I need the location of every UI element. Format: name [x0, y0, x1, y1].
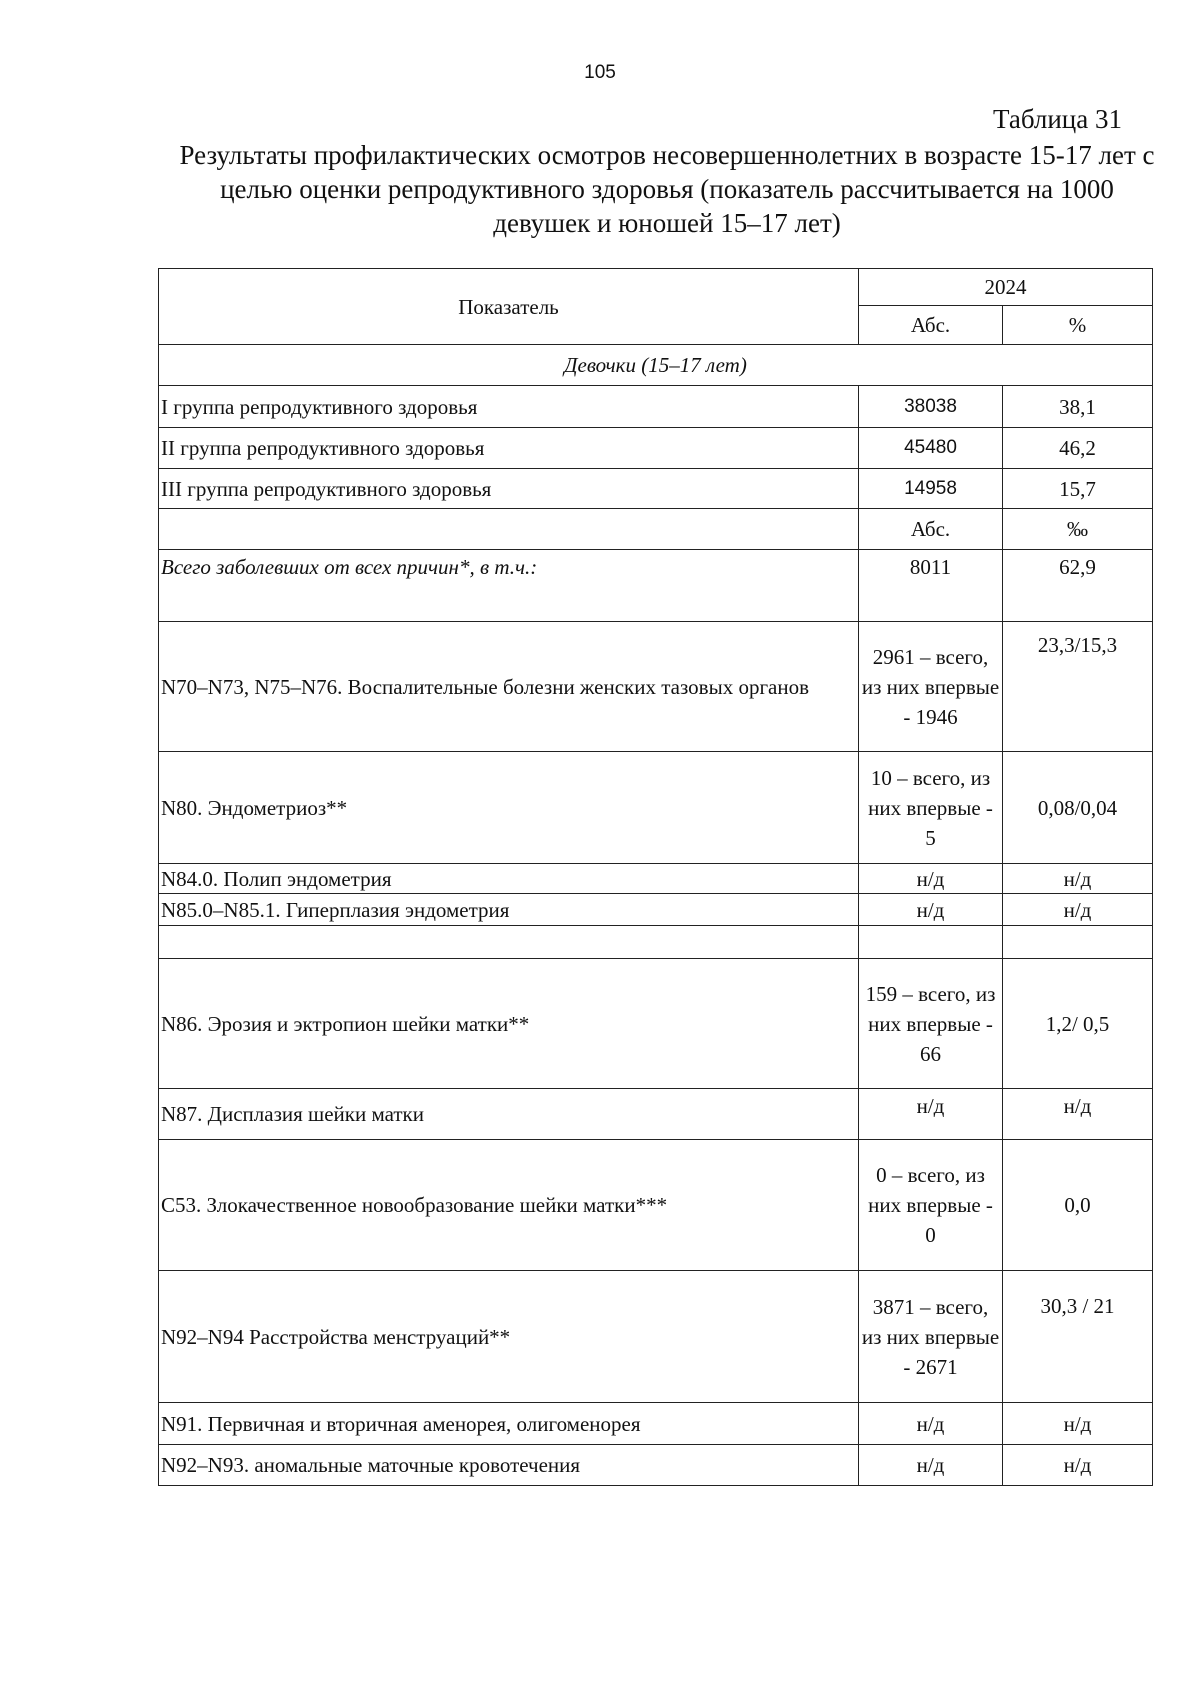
table-row [159, 864, 1153, 894]
table-caption: Результаты профилактических осмотров несовершеннолетних в возрасте 15-17 лет с целью оценки репродуктивного здоровья (показатель рассчитывается на 1000 девушек и юношей 15–17 лет) [179, 140, 1155, 238]
disease-label: N80. Эндометриоз** [159, 752, 859, 864]
disease-label: N84.0. Полип эндометрия [159, 864, 859, 894]
disease-abs: н/д [859, 1445, 1003, 1486]
section-row [159, 345, 1153, 386]
disease-value: н/д [1003, 1089, 1153, 1140]
disease-label: C53. Злокачественное новообразование шейки матки*** [159, 1140, 859, 1271]
disease-label: N86. Эрозия и эктропион шейки матки** [159, 959, 859, 1089]
group-label: II группа репродуктивного здоровья [159, 428, 859, 469]
disease-abs: 159 – всего, из них впервые - 66 [859, 959, 1003, 1089]
disease-value: н/д [1003, 1445, 1153, 1486]
disease-value: н/д [1003, 894, 1153, 926]
table-row [159, 894, 1153, 926]
disease-abs: н/д [859, 1403, 1003, 1445]
total-abs: 8011 [859, 550, 1003, 622]
table-row [159, 959, 1153, 1089]
disease-value: 0,0 [1003, 1140, 1153, 1271]
total-label: Всего заболевших от всех причин*, в т.ч.: [159, 550, 859, 622]
table-row [159, 1445, 1153, 1486]
disease-value: 1,2/ 0,5 [1003, 959, 1153, 1089]
empty-cell [159, 509, 859, 550]
table-row [159, 622, 1153, 752]
group-abs: 38038 [859, 386, 1003, 428]
total-row [159, 550, 1153, 622]
disease-abs: 3871 – всего, из них впервые - 2671 [859, 1271, 1003, 1403]
disease-label: N85.0–N85.1. Гиперплазия эндометрия [159, 894, 859, 926]
disease-abs: н/д [859, 1089, 1003, 1140]
group-pct: 46,2 [1003, 428, 1153, 469]
group-pct: 38,1 [1003, 386, 1153, 428]
empty-cell [159, 926, 859, 959]
table-row [159, 1403, 1153, 1445]
disease-label: N70–N73, N75–N76. Воспалительные болезни женских тазовых органов [159, 622, 859, 752]
header-abs: Абс. [859, 306, 1003, 345]
report-table [158, 268, 1153, 1486]
total-value: 62,9 [1003, 550, 1153, 622]
header-year: 2024 [859, 269, 1153, 306]
disease-label: N92–N93. аномальные маточные кровотечения [159, 1445, 859, 1486]
subheader-abs: Абс. [859, 509, 1003, 550]
table-row [159, 1271, 1153, 1403]
table-row [159, 428, 1153, 469]
table-row [159, 469, 1153, 509]
empty-cell [859, 926, 1003, 959]
group-label: III группа репродуктивного здоровья [159, 469, 859, 509]
header-percent: % [1003, 306, 1153, 345]
disease-abs: н/д [859, 864, 1003, 894]
disease-value: 23,3/15,3 [1003, 622, 1153, 752]
disease-abs: 2961 – всего, из них впервые - 1946 [859, 622, 1003, 752]
empty-row [159, 926, 1153, 959]
table-row [159, 1140, 1153, 1271]
group-abs: 14958 [859, 469, 1003, 509]
disease-label: N87. Дисплазия шейки матки [159, 1089, 859, 1140]
disease-abs: 10 – всего, из них впервые - 5 [859, 752, 1003, 864]
disease-label: N91. Первичная и вторичная аменорея, олигоменорея [159, 1403, 859, 1445]
empty-cell [1003, 926, 1153, 959]
table-row [159, 752, 1153, 864]
disease-abs: 0 – всего, из них впервые - 0 [859, 1140, 1003, 1271]
group-pct: 15,7 [1003, 469, 1153, 509]
disease-value: 30,3 / 21 [1003, 1271, 1153, 1403]
disease-value: н/д [1003, 864, 1153, 894]
disease-value: 0,08/0,04 [1003, 752, 1153, 864]
disease-label: N92–N94 Расстройства менструаций** [159, 1271, 859, 1403]
group-label: I группа репродуктивного здоровья [159, 386, 859, 428]
table-row [159, 1089, 1153, 1140]
table-label: Таблица 31 [993, 104, 1122, 134]
table-row [159, 386, 1153, 428]
subheader-row [159, 509, 1153, 550]
page-number: 105 [584, 62, 616, 83]
section-girls: Девочки (15–17 лет) [159, 345, 1153, 386]
disease-value: н/д [1003, 1403, 1153, 1445]
header-indicator: Показатель [159, 269, 859, 345]
group-abs: 45480 [859, 428, 1003, 469]
header-row [159, 269, 1153, 306]
disease-abs: н/д [859, 894, 1003, 926]
subheader-permille: ‰ [1003, 509, 1153, 550]
